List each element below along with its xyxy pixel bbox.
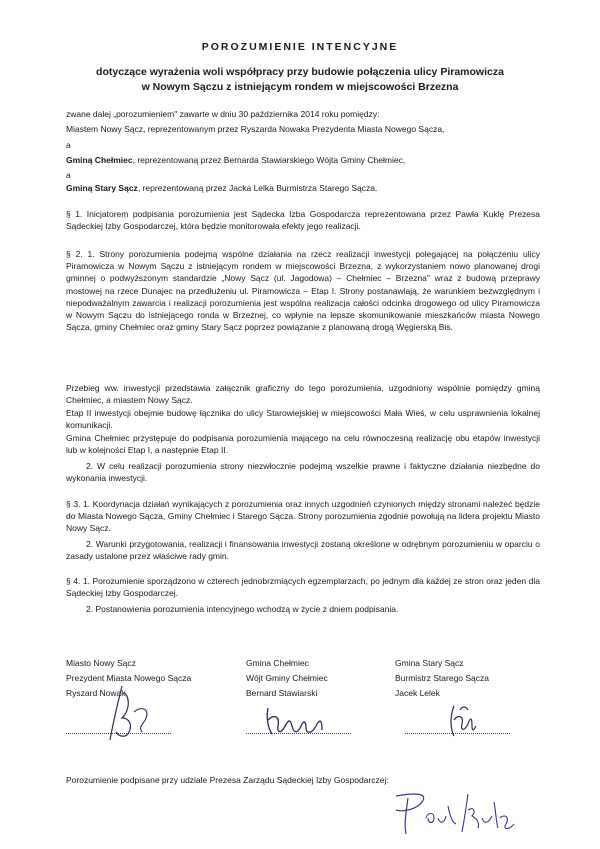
section-3-point-2: 2. Warunki przygotowania, realizacji i finansowania inwestycji zostaną określone w odrębnym porozumieniu w oparciu o zasady ustalone przez właściwe rady gmin. [66,539,540,562]
signatory-entity: Gmina Chełmiec [246,658,309,668]
section-1: § 1. Inicjatorem podpisania porozumienia jest Sądecka Izba Gospodarcza reprezentowana przez Pawła Kuklę Prezesa Sądeckiej Izby Gospodarczej, która będzie monitorowała efekty jego realizacji. [66,209,540,232]
party-gmina-chelmiec [66,154,405,166]
party-gmina-stary-sacz [66,182,377,194]
subtitle-line-2: w Nowym Sączu z istniejącym rondem w miejscowości Brzezna [141,81,459,93]
section-2-chelmiec-accession: Gmina Chełmiec przystępuje do podpisania porozumienia mającego na celu równoczesną realizację obu etapów inwestycji lub w kolejności Etap I, a następnie Etap II. [66,433,540,456]
document-subtitle [40,65,560,95]
signatory-name: Jacek Lelek [395,688,440,698]
signatory-name: Ryszard Nowak [66,688,126,698]
party-gmina-chelmiec-rest: , reprezentowaną przez Bernarda Stawiarskiego Wójta Gminy Chełmiec, [132,155,406,165]
conjunction-a-1: a [66,140,71,150]
party-gmina-chelmiec-name: Gminą Chełmiec [66,155,133,165]
party-gmina-stary-sacz-name: Gminą Stary Sącz [66,183,138,193]
subtitle-line-1: dotyczące wyrażenia woli współpracy przy budowie połączenia ulicy Piramowicza [96,66,504,78]
signature-kukla-handwritten [388,788,518,840]
document-title: POROZUMIENIE INTENCYJNE [201,41,399,53]
section-4-point-2: 2. Postanowienia porozumienia intencyjnego wchodzą w życie z dniem podpisania. [86,604,399,614]
conjunction-a-2: a [66,170,71,180]
section-2-point-1: § 2. 1. Strony porozumienia podejmą wspólne działania na rzecz realizacji inwestycji polegającej na połączeniu ulicy Piramowicza w Nowym Sączu z istniejącym rondem w miejscowości Brzezna, z wykorzystaniem nowo planowanej drogi gminnej o podwyższonym standardzie „Nowy Sącz (ul. Jagodowa) – Chełmiec – Brzezna" wraz z budową przeprawy mostowej na rzece Dunajec na przedłużeniu ul. Piramowicza – Etap I. Strony postanawiają, że warunkiem bezwzględnym i niepodważalnym zawarcia i realizacji porozumienia jest wspólna realizacja całości odcinka drogowego od ulicy Piramowicza w Nowym Sączu do istniejącego ronda w Brzeznej, co wpłynie na lepsze skomunikowanie mieszkańców miasta Nowego Sącza, gminy Chełmiec oraz gminy Stary Sącz poprzez powiązanie z planowaną drogą Węgierską Bis. [66,249,540,333]
party-city-nowy-sacz: Miastem Nowy Sącz, reprezentowanym przez Ryszarda Nowaka Prezydenta Miasta Nowego Sącza, [66,124,445,134]
section-2-point-2: 2. W celu realizacji porozumienia strony niezwłocznie podejmą wszelkie prawne i faktyczne działania niezbędne do wykonania inwestycji. [66,461,540,484]
signatory-name: Bernard Stawiarski [246,688,318,698]
signatory-role: Burmistrz Starego Sącza [395,673,490,683]
signatory-stary-sacz [395,657,489,699]
footer-statement: Porozumienie podpisane przy udziale Prezesa Zarządu Sądeckiej Izby Gospodarczej: [66,775,389,785]
parties-intro: zwane dalej „porozumieniem" zawarte w dniu 30 października 2014 roku pomiędzy: [66,109,380,119]
signatory-entity: Gmina Stary Sącz [395,658,464,668]
signature-stawiarski-handwritten [262,700,334,740]
section-2-investment-route: Przebieg ww. inwestycji przedstawia załącznik graficzny do tego porozumienia, uzgodniony wspólnie pomiędzy gminą Chełmiec, a miastem Nowy Sącz. [66,383,540,406]
signatory-role: Wójt Gminy Chełmiec [246,673,328,683]
section-4-point-1: § 4. 1. Porozumienie sporządzono w czterech jednobrzmiących egzemplarzach, po jednym dla każdej ze stron oraz jeden dla Sądeckiej Izby Gospodarczej. [66,576,540,599]
signature-lelek-handwritten [444,700,480,740]
section-3-point-1: § 3. 1. Koordynacja działań wynikających z porozumienia oraz innych uzgodnień czynionych między stronami należeć będzie do Miasta Nowego Sącza, Gminy Chełmiec i Starego Sącza. Strony porozumienia zgodnie powołują na lidera projektu Miasto Nowy Sącz. [66,499,540,534]
signatory-chelmiec [246,657,328,699]
party-gmina-stary-sacz-rest: , reprezentowaną przez Jacka Lelka Burmistrza Starego Sącza. [137,183,378,193]
signatory-entity: Miasto Nowy Sącz [66,658,136,668]
signature-nowak-handwritten [96,682,176,742]
section-2-stage-two: Etap II inwestycji obejmie budowę łącznika do ulicy Starowiejskiej w miejscowości Mała Wieś, w celu usprawnienia lokalnej komunikacji. [66,408,540,431]
signatory-role: Prezydent Miasta Nowego Sącza [66,673,192,683]
